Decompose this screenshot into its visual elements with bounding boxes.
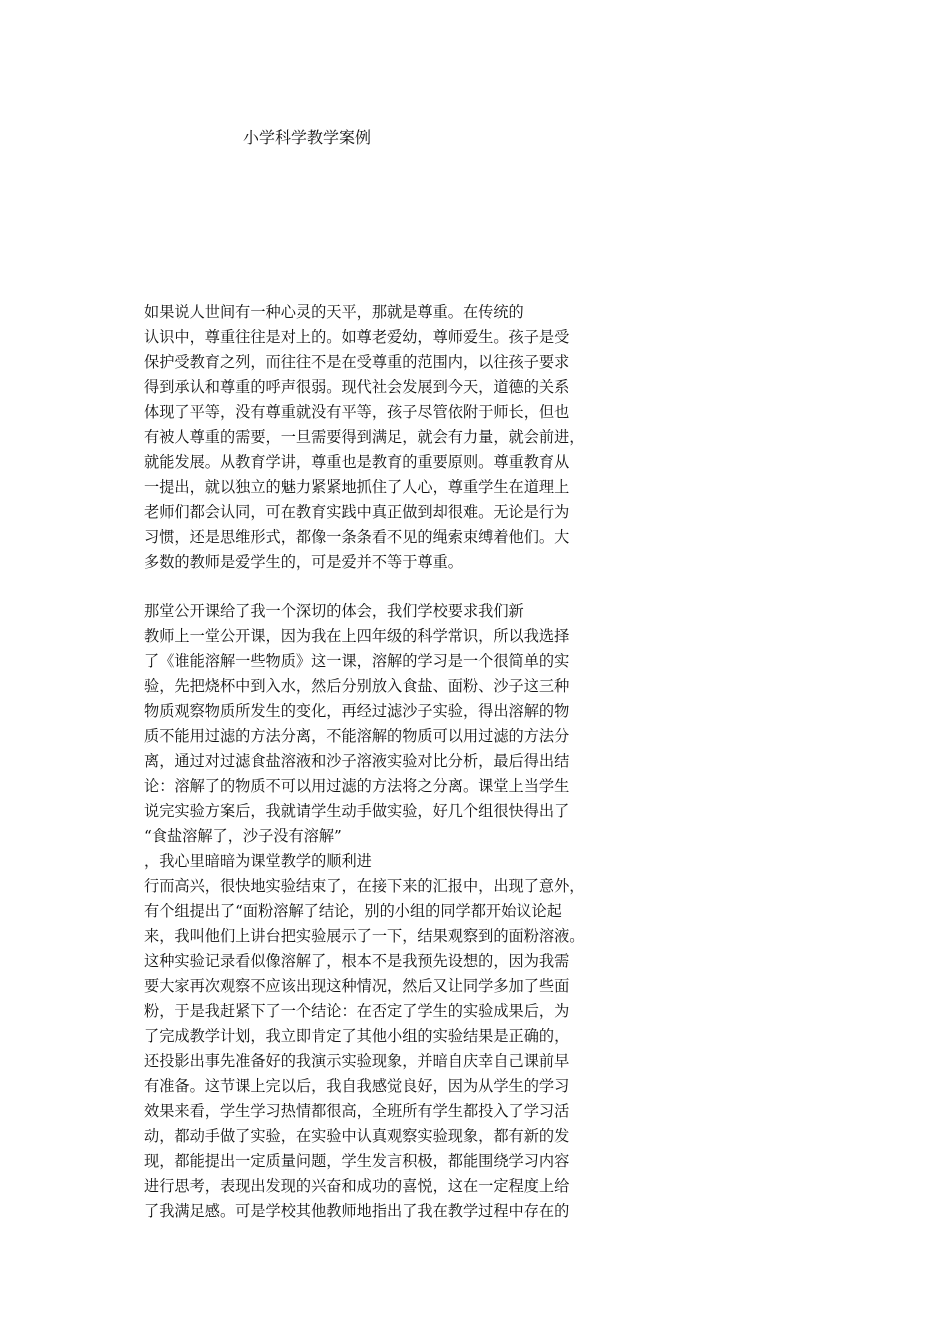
text-line: 了完成教学计划，我立即肯定了其他小组的实验结果是正确的，: [144, 1027, 570, 1045]
text-line: 离，通过对过滤食盐溶液和沙子溶液实验对比分析，最后得出结: [144, 752, 570, 770]
text-line: 验，先把烧杯中到入水，然后分别放入食盐、面粉、沙子这三种: [144, 677, 570, 695]
document-title: 小学科学教学案例: [243, 128, 372, 147]
text-line: 说完实验方案后，我就请学生动手做实验，好几个组很快得出了: [144, 802, 570, 820]
text-line: 效果来看，学生学习热情都很高，全班所有学生都投入了学习活: [144, 1102, 570, 1120]
text-line: 有准备。这节课上完以后，我自我感觉良好，因为从学生的学习: [144, 1077, 570, 1095]
text-line: 动，都动手做了实验，在实验中认真观察实验现象，都有新的发: [144, 1127, 570, 1145]
text-line: “食盐溶解了，沙子没有溶解”: [144, 827, 342, 845]
text-line: 一提出，就以独立的魅力紧紧地抓住了人心，尊重学生在道理上: [144, 478, 570, 496]
text-line: 还投影出事先准备好的我演示实验现象，并暗自庆幸自己课前早: [144, 1052, 570, 1070]
text-line: 教师上一堂公开课，因为我在上四年级的科学常识，所以我选择: [144, 627, 570, 645]
text-line: 行而高兴，很快地实验结束了，在接下来的汇报中，出现了意外，: [144, 877, 585, 895]
paragraph-1: [144, 300, 644, 575]
text-line: 进行思考，表现出发现的兴奋和成功的喜悦，这在一定程度上给: [144, 1177, 570, 1195]
paragraph-2: [144, 599, 644, 1224]
text-line: 有个组提出了“面粉溶解了结论，别的小组的同学都开始议论起: [144, 902, 562, 920]
text-line: 了《谁能溶解一些物质》这一课，溶解的学习是一个很简单的实: [144, 652, 570, 670]
text-line: 粉，于是我赶紧下了一个结论：在否定了学生的实验成果后，为: [144, 1002, 570, 1020]
text-line: 了我满足感。可是学校其他教师地指出了我在教学过程中存在的: [144, 1202, 570, 1220]
text-line: 就能发展。从教育学讲，尊重也是教育的重要原则。尊重教育从: [144, 453, 570, 471]
text-line: 如果说人世间有一种心灵的天平，那就是尊重。在传统的: [144, 303, 524, 321]
text-line: 认识中，尊重往往是对上的。如尊老爱幼，尊师爱生。孩子是受: [144, 328, 570, 346]
text-line: 那堂公开课给了我一个深切的体会，我们学校要求我们新: [144, 602, 524, 620]
text-line: 得到承认和尊重的呼声很弱。现代社会发展到今天，道德的关系: [144, 378, 570, 396]
text-line: 要大家再次观察不应该出现这种情况，然后又让同学多加了些面: [144, 977, 570, 995]
text-line: 多数的教师是爱学生的，可是爱并不等于尊重。: [144, 553, 463, 571]
text-line: 质不能用过滤的方法分离，不能溶解的物质可以用过滤的方法分: [144, 727, 570, 745]
text-line: 物质观察物质所发生的变化，再经过滤沙子实验，得出溶解的物: [144, 702, 570, 720]
text-line: 保护受教育之列，而往往不是在受尊重的范围内，以往孩子要求: [144, 353, 570, 371]
text-line: 论：溶解了的物质不可以用过滤的方法将之分离。课堂上当学生: [144, 777, 570, 795]
text-line: 老师们都会认同，可在教育实践中真正做到却很难。无论是行为: [144, 503, 570, 521]
text-line: 习惯，还是思维形式，都像一条条看不见的绳索束缚着他们。大: [144, 528, 570, 546]
text-line: 有被人尊重的需要，一旦需要得到满足，就会有力量，就会前进，: [144, 428, 585, 446]
text-line: 这种实验记录看似像溶解了，根本不是我预先设想的，因为我需: [144, 952, 570, 970]
text-line: ，我心里暗暗为课堂教学的顺利进: [144, 852, 372, 870]
text-line: 来，我叫他们上讲台把实验展示了一下，结果观察到的面粉溶液。: [144, 927, 585, 945]
text-line: 现，都能提出一定质量问题，学生发言积极，都能围绕学习内容: [144, 1152, 570, 1170]
text-line: 体现了平等，没有尊重就没有平等，孩子尽管依附于师长，但也: [144, 403, 570, 421]
